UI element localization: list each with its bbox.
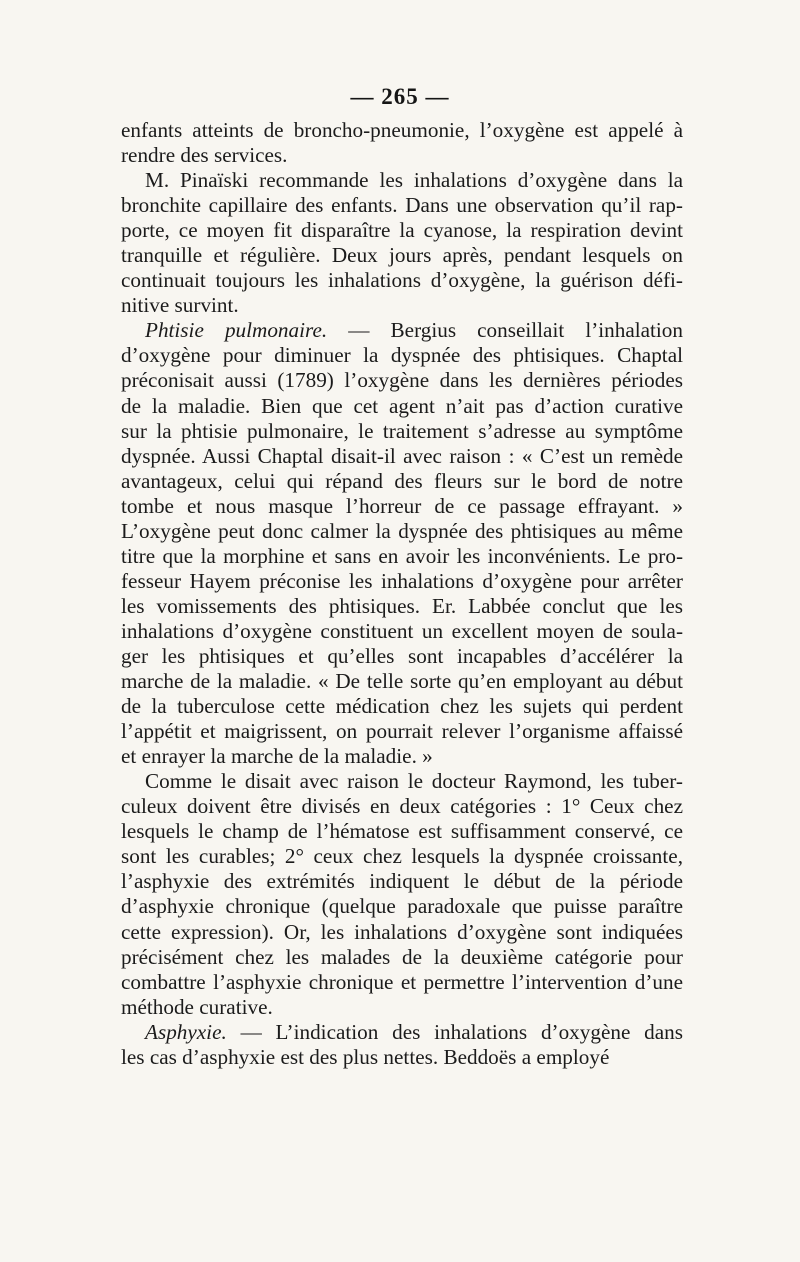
text-line (121, 368, 683, 393)
text-line (121, 945, 683, 970)
text-line (121, 193, 683, 218)
text-line (121, 594, 683, 619)
text-segment: titre que la morphine et sans en avoir les inconvénients. Le pro- (121, 543, 683, 568)
text-segment: continuait toujours les inhalations d’oxygène, la guérison défi- (121, 268, 683, 293)
text-segment: — L’indication des inhalations d’oxygène dans (226, 1019, 683, 1044)
text-segment: méthode curative. (121, 994, 273, 1019)
text-segment: bronchite capillaire des enfants. Dans une observation qu’il rap- (121, 193, 683, 218)
text-line (121, 343, 683, 368)
text-segment: culeux doivent être divisés en deux catégories : 1° Ceux chez (121, 794, 683, 819)
text-line (121, 419, 683, 444)
text-line (121, 920, 683, 945)
text-line (121, 143, 683, 168)
text-line (121, 293, 683, 318)
text-segment: l’asphyxie des extrémités indiquent le début de la période (121, 869, 683, 894)
text-line (121, 844, 683, 869)
text-line (121, 819, 683, 844)
text-line (121, 519, 683, 544)
text-line (121, 894, 683, 919)
text-segment: et enrayer la marche de la maladie. » (121, 744, 433, 769)
text-segment: tombe et nous masque l’horreur de ce passage effrayant. » (121, 493, 683, 518)
section-heading: Phtisie pulmonaire. (145, 318, 328, 343)
text-segment: sont les curables; 2° ceux chez lesquels la dyspnée croissante, (121, 844, 683, 869)
text-line (121, 168, 683, 193)
text-segment: de la tuberculose cette médication chez les sujets qui perdent (121, 694, 683, 719)
text-line (121, 569, 683, 594)
text-line (121, 394, 683, 419)
text-segment: cette expression). Or, les inhalations d’oxygène sont indiquées (121, 919, 683, 944)
page-number: — 265 — (350, 84, 450, 109)
text-segment: nitive survint. (121, 293, 239, 318)
text-segment: lesquels le champ de l’hématose est suffisamment conservé, ce (121, 819, 683, 844)
text-line (121, 744, 683, 769)
text-line (121, 268, 683, 293)
text-line (121, 869, 683, 894)
text-line (121, 694, 683, 719)
text-line (121, 1020, 683, 1045)
text-segment: dyspnée. Aussi Chaptal disait-il avec raison : « C’est un remède (121, 443, 683, 468)
text-segment: l’appétit et maigrissent, on pourrait relever l’organisme affaissé (121, 719, 683, 744)
text-line (121, 544, 683, 569)
text-segment: précisément chez les malades de la deuxième catégorie pour (121, 944, 683, 969)
text-line (121, 118, 683, 143)
text-line (121, 669, 683, 694)
text-segment: tranquille et régulière. Deux jours après, pendant lesquels on (121, 243, 683, 268)
text-segment: rendre des services. (121, 143, 288, 168)
text-segment: d’oxygène pour diminuer la dyspnée des phtisiques. Chaptal (121, 343, 683, 368)
text-line (121, 243, 683, 268)
text-segment: inhalations d’oxygène constituent un excellent moyen de soula- (121, 618, 683, 643)
text-line (121, 769, 683, 794)
text-line (121, 494, 683, 519)
text-segment: les vomissements des phtisiques. Er. Labbée conclut que les (121, 593, 683, 618)
text-segment: porte, ce moyen fit disparaître la cyanose, la respiration devint (121, 218, 683, 243)
text-segment: sur la phtisie pulmonaire, le traitement s’adresse au symptôme (121, 418, 683, 443)
section-heading: Asphyxie. (145, 1019, 227, 1044)
text-line (121, 995, 683, 1020)
body-text (121, 118, 683, 1070)
text-segment: enfants atteints de broncho-pneumonie, l’oxygène est appelé à (121, 118, 683, 142)
text-segment: marche de la maladie. « De telle sorte qu’en employant au début (121, 669, 683, 694)
text-line (121, 469, 683, 494)
text-segment: ger les phtisiques et qu’elles sont incapables d’accélérer la (121, 643, 683, 668)
text-line (121, 619, 683, 644)
text-segment: avantageux, celui qui répand des fleurs sur le bord de notre (121, 468, 683, 493)
text-line (121, 644, 683, 669)
text-line (121, 318, 683, 343)
text-line (121, 719, 683, 744)
text-segment: les cas d’asphyxie est des plus nettes. Beddoës a employé (121, 1044, 610, 1069)
text-segment: combattre l’asphyxie chronique et permettre l’intervention d’une (121, 969, 683, 994)
text-line (121, 970, 683, 995)
text-line (121, 1045, 683, 1070)
text-segment: fesseur Hayem préconise les inhalations d’oxygène pour arrêter (121, 568, 683, 593)
text-line (121, 444, 683, 469)
text-line (121, 218, 683, 243)
text-segment: préconisait aussi (1789) l’oxygène dans les dernières périodes (121, 368, 683, 393)
text-segment: M. Pinaïski recommande les inhalations d’oxygène dans la (145, 168, 683, 193)
text-segment: L’oxygène peut donc calmer la dyspnée des phtisiques au même (121, 518, 683, 543)
text-segment: — Bergius conseillait l’inhalation (327, 318, 683, 343)
text-segment: Comme le disait avec raison le docteur Raymond, les tuber- (145, 769, 683, 794)
text-segment: de la maladie. Bien que cet agent n’ait pas d’action curative (121, 393, 683, 418)
text-line (121, 794, 683, 819)
text-segment: d’asphyxie chronique (quelque paradoxale que puisse paraître (121, 894, 683, 919)
